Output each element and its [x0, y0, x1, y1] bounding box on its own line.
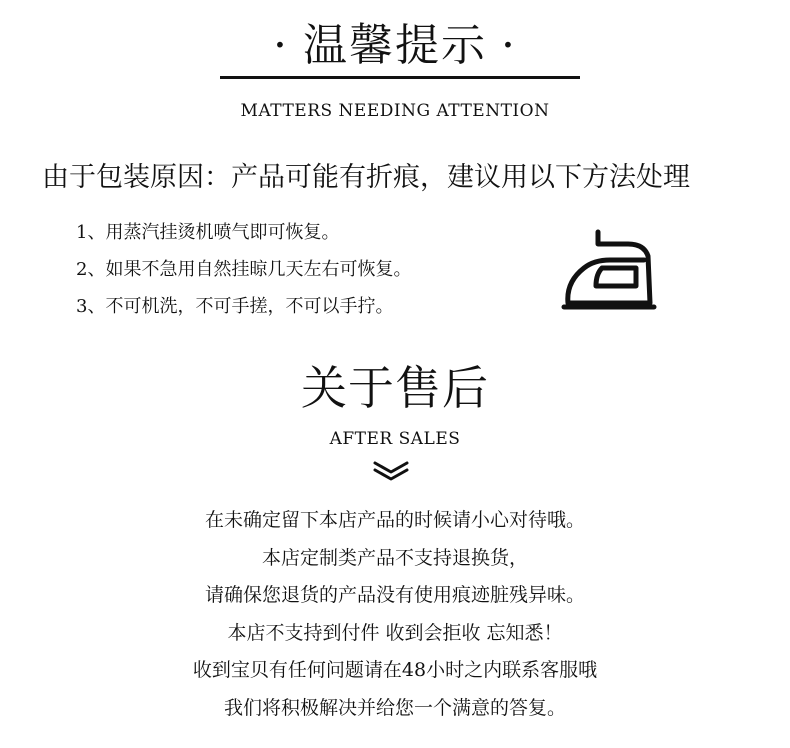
policy-line: 请确保您退货的产品没有使用痕迹脏残异味。 — [204, 584, 585, 606]
steam-iron-icon — [558, 226, 660, 310]
title-dot-left: · — [273, 20, 289, 71]
after-sales-title: 关于售后 — [301, 361, 489, 415]
policy-line: 在未确定留下本店产品的时候请小心对待哦。 — [204, 509, 585, 531]
care-tips-list — [76, 214, 411, 325]
notice-subtitle: MATTERS NEEDING ATTENTION — [240, 101, 550, 121]
care-tip: 3、不可机洗，不可手搓，不可以手拧。 — [76, 296, 394, 317]
policy-line: 本店不支持到付件 收到会拒收 忘知悉！ — [227, 621, 563, 644]
double-chevron-down-icon — [372, 460, 410, 482]
notice-title — [0, 20, 790, 72]
policy-line: 我们将积极解决并给您一个满意的答复。 — [223, 696, 566, 719]
policy-line: 收到宝贝有任何问题请在48小时之内联系客服哦 — [192, 659, 598, 681]
care-tip: 1、用蒸汽挂烫机喷气即可恢复。 — [76, 222, 340, 243]
notice-title-text: 温馨提示 — [303, 20, 487, 71]
policy-line: 本店定制类产品不支持退换货， — [261, 546, 528, 569]
title-underline — [220, 76, 580, 79]
after-sales-subtitle: AFTER SALES — [329, 429, 461, 449]
after-sales-policy — [0, 502, 790, 727]
care-tip: 2、如果不急用自然挂晾几天左右可恢复。 — [76, 259, 412, 280]
title-dot-right: · — [501, 20, 517, 71]
packaging-reason: 由于包装原因：产品可能有折痕，建议用以下方法处理 — [42, 162, 690, 193]
